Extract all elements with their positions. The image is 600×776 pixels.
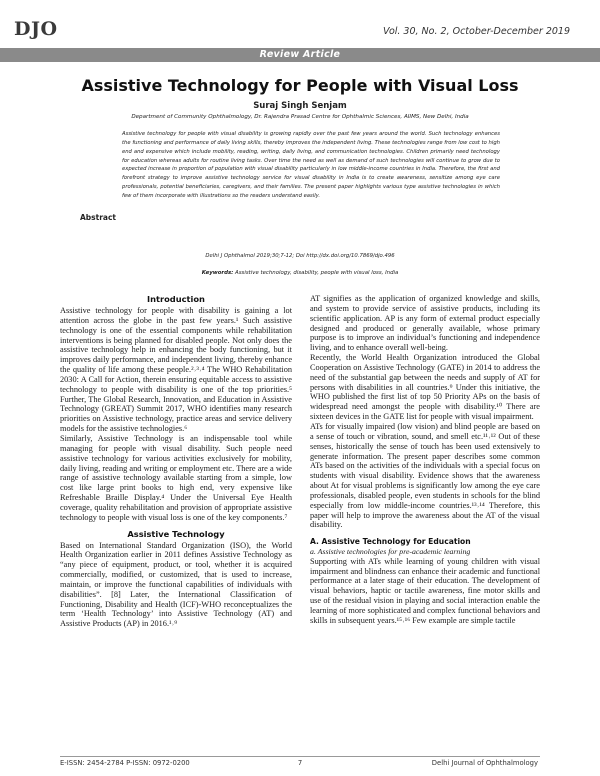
keywords-label: Keywords: <box>201 270 234 276</box>
journal-logo: DJO <box>14 18 58 40</box>
section-band: Review Article <box>0 48 600 62</box>
right-column <box>310 294 540 626</box>
article-author: Suraj Singh Senjam <box>253 101 347 111</box>
intro-paragraph-2: Similarly, Assistive Technology is an indispensable tool while managing for people with visual disability. Such people need assistive technology for various activities exclusively for mobility, daily living, reading and writing or employment etc. There are a wide range of assistive technology available starting from a simple, low cost like large print books to high end, very expensive like Refreshable Braille Display.⁴ Under the Universal Eye Health coverage, quality rehabilitation and provision of appropriate assistive technology to people with visual loss is one of the key components.⁷ <box>60 433 292 522</box>
intro-paragraph-1: Assistive technology for people with disability is gaining a lot attention across the globe in the past few years.¹ Such assistive technology is one of the essential components while rehabilitation interventions is being planned for disabled people. Not only does the assistive technology help in enhancing the body functioning, but it improves daily performance, and independent living, thereby enhance the quality of life among these people.²˒³˒⁴ The WHO Rehabilitation 2030: A Call for Action, therein ensuring equitable access to assistive technology to people with disability is one of the top priorities.⁵ Further, The Global Research, Innovation, and Education in Assistive Technology (GREAT) Summit 2017, WHO identifies many research priorities on Assistive technology, practice areas and service delivery models for the assistive technologies.⁶ <box>60 306 292 434</box>
education-paragraph-1: Supporting with ATs while learning of young children with visual impairment and blindness can enhance their academic and functional performance at a later stage of their education. The development of visual behaviors, haptic or tactile awareness, fine motor skills and use of the residual vision in playing and social interaction enable the learning of more sophisticated and complex functional behaviors and skills in subsequent years.¹⁵˒¹⁶ Few example are simple tactile <box>310 556 540 625</box>
footer-rule <box>60 756 540 757</box>
assistive-technology-heading: Assistive Technology <box>127 528 225 539</box>
footer-issn: E-ISSN: 2454-2784 P-ISSN: 0972-0200 <box>60 759 190 767</box>
right-paragraph-2: Recently, the World Health Organization introduced the Global Cooperation on Assistive Technology (GATE) in 2014 to address the need of the substantial gap between the needs and supply of AT for persons with disabilities in all countries.⁹ Under this initiative, the WHO published the first list of top 50 Priority APs on the basis of widespread need amongst the people with disability.¹⁰ There are sixteen devices in the GATE list for people with visual impairment. <box>310 353 540 422</box>
footer-journal-name: Delhi Journal of Ophthalmology <box>431 759 538 767</box>
abstract-text: Assistive technology for people with visual disability is growing rapidly over the past few years around the world. Such technology enhances the functioning and performance of daily living skills, thereby improves the independent living. These technologies range from low cost to high end and expensive which include mobility, reading, writing, daily living, and communication technologies. Children primarily need technology for education whereas adults for routine living tasks. Over time the need as well as demand of such technologies will continue to grow due to expected increase in proportion of population with visual disability particularly in low middle-income countries in India. Therefore, the first and forefront strategy to improve assistive technology service for visual disability in India is to create awareness, sensitize among eye care professionals, potential beneficiaries, caregivers, and their families. The present paper highlights various type assistive technologies in which few of them incorporate with illustrations so the readers understand easily. <box>122 131 500 199</box>
article-title: Assistive Technology for People with Visual Loss <box>81 76 519 95</box>
abstract-label: Abstract <box>80 213 117 222</box>
left-column <box>60 294 292 629</box>
education-heading: A. Assistive Technology for Education <box>310 537 471 547</box>
right-paragraph-1: AT signifies as the application of organized knowledge and skills, and system to provide service of assistive products, including its scientific application. AP is any form of external product especially designed and produced or generally available, whose primary purpose is to improve an individual’s functioning and independence living, and to enhance overall well-being. <box>310 294 540 353</box>
right-paragraph-3: ATs for visually impaired (low vision) and blind people are based on a sense of touch or vibration, sound, and smell etc.¹¹˒¹² Out of these senses, historically the sense of touch has been used extensively to generate information. The present paper describes some common ATs based on the activities of the individuals with a special focus on students with visual disability. Evidence shows that the awareness about At for visual problems is significantly low among the eye care professionals, disabled people, even students in schools for the blind especially from low middle-income countries.¹³˒¹⁴ Therefore, this paper will help to improve the awareness about the AT of the visual disability. <box>310 421 540 530</box>
author-affiliation: Department of Community Ophthalmology, Dr. Rajendra Prasad Centre for Ophthalmic Sciences, AIIMS, New Delhi, India <box>131 114 469 120</box>
issue-info: Vol. 30, No. 2, October-December 2019 <box>383 26 570 37</box>
keywords-list: Assistive technology, disability, people with visual loss, India <box>235 270 399 276</box>
page-number: 7 <box>297 759 303 767</box>
citation-line: Delhi J Ophthalmol 2019;30;7-12; Doi http://dx.doi.org/10.7869/djo.496 <box>205 253 395 259</box>
keywords-line <box>0 270 600 276</box>
introduction-heading: Introduction <box>147 294 205 304</box>
education-subheading: a. Assistive technologies for pre-academic learning <box>310 547 471 557</box>
at-paragraph-1: Based on International Standard Organization (ISO), the World Health Organization earlier in 2011 defines Assistive Technology as “any piece of equipment, product, or tool, whether it is acquired commercially, modified, or customized, that is used to increase, maintain, or improve the functional capabilities of individuals with disabilities”. [8] Later, the International Classification of Functioning, Disability and Health (ICF)-WHO reconceptualizes the term ‘Health Technology’ into Assistive Technology (AT) and Assistive Products (AP) in 2016.¹˒⁹ <box>60 540 292 629</box>
